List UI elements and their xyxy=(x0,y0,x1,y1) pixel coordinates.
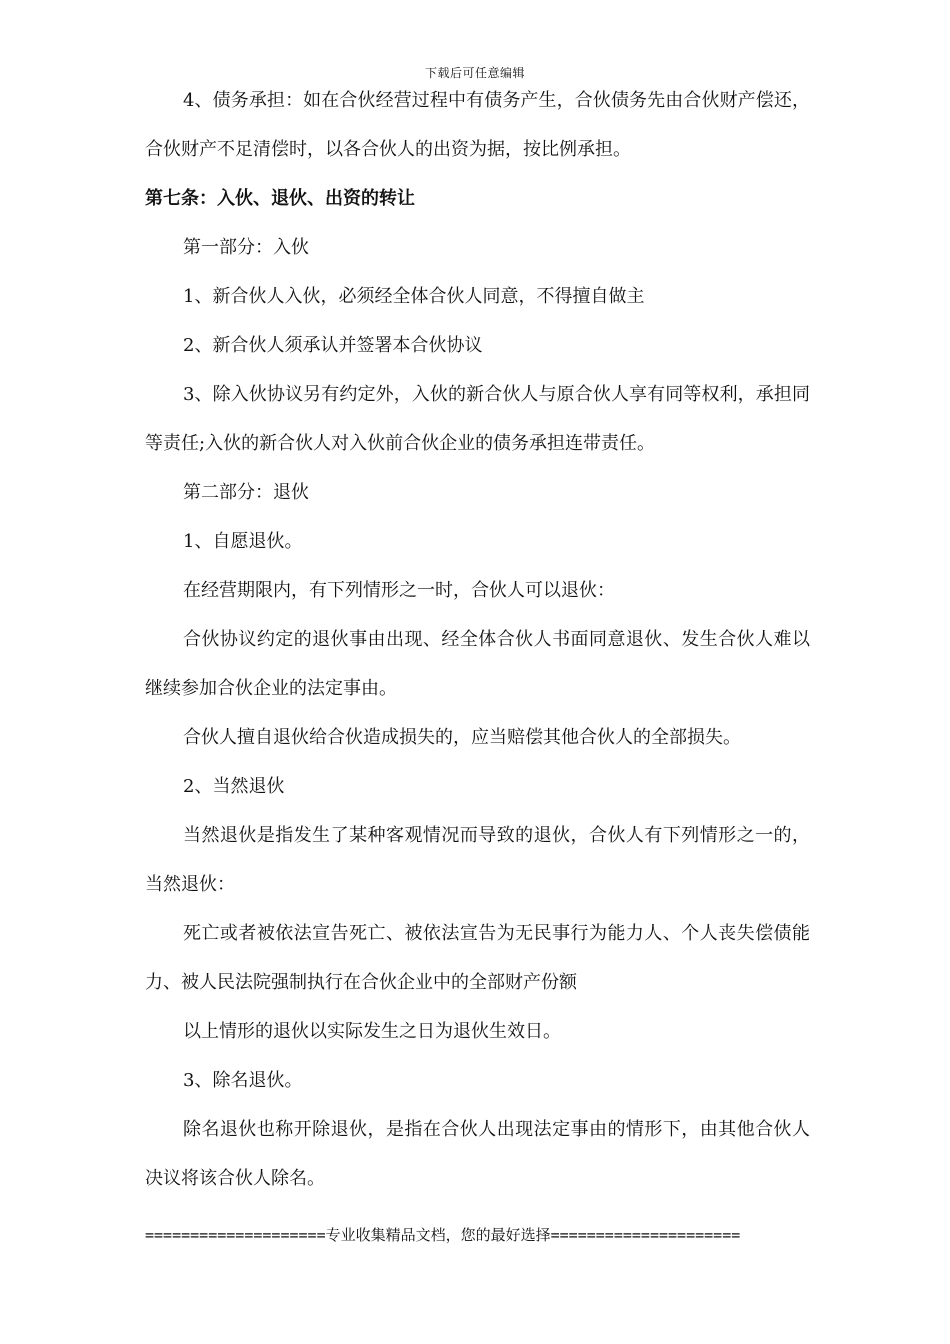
subsection-heading-withdraw: 第二部分：退伙 xyxy=(183,482,309,503)
paragraph-natural-withdraw-definition: 当然退伙是指发生了某种客观情况而导致的退伙，合伙人有下列情形之一的，当然退伙： xyxy=(145,825,810,895)
paragraph-natural-withdraw-cases: 死亡或者被依法宣告死亡、被依法宣告为无民事行为能力人、个人丧失偿债能力、被人民法院强制执行在合伙企业中的全部财产份额 xyxy=(145,923,810,993)
paragraph-withdraw-reasons: 合伙协议约定的退伙事由出现、经全体合伙人书面同意退伙、发生合伙人难以继续参加合伙企业的法定事由。 xyxy=(145,629,810,699)
document-body xyxy=(145,76,810,1203)
footer-banner: ====================专业收集精品文档，您的最好选择===================== xyxy=(145,1226,741,1244)
paragraph-expulsion-definition: 除名退伙也称开除退伙，是指在合伙人出现法定事由的情形下，由其他合伙人决议将该合伙人除名。 xyxy=(145,1119,810,1189)
header-note: 下载后可任意编辑 xyxy=(424,66,525,80)
paragraph-join-1: 1、新合伙人入伙，必须经全体合伙人同意，不得擅自做主 xyxy=(183,286,645,307)
paragraph-effective-date: 以上情形的退伙以实际发生之日为退伙生效日。 xyxy=(183,1021,561,1042)
paragraph-join-3: 3、除入伙协议另有约定外，入伙的新合伙人与原合伙人享有同等权利，承担同等责任;入伙的新合伙人对入伙前合伙企业的债务承担连带责任。 xyxy=(145,384,810,454)
paragraph-expulsion: 3、除名退伙。 xyxy=(183,1070,303,1091)
section-heading-article-7: 第七条：入伙、退伙、出资的转让 xyxy=(145,188,415,209)
paragraph-join-2: 2、新合伙人须承认并签署本合伙协议 xyxy=(183,335,483,356)
paragraph-voluntary-withdraw: 1、自愿退伙。 xyxy=(183,531,303,552)
paragraph-debt: 4、债务承担：如在合伙经营过程中有债务产生，合伙债务先由合伙财产偿还，合伙财产不足清偿时，以各合伙人的出资为据，按比例承担。 xyxy=(145,90,810,160)
subsection-heading-join: 第一部分：入伙 xyxy=(183,237,309,258)
paragraph-natural-withdraw: 2、当然退伙 xyxy=(183,776,285,797)
paragraph-withdraw-conditions: 在经营期限内，有下列情形之一时，合伙人可以退伙： xyxy=(183,580,615,601)
paragraph-withdraw-compensation: 合伙人擅自退伙给合伙造成损失的，应当赔偿其他合伙人的全部损失。 xyxy=(183,727,741,748)
